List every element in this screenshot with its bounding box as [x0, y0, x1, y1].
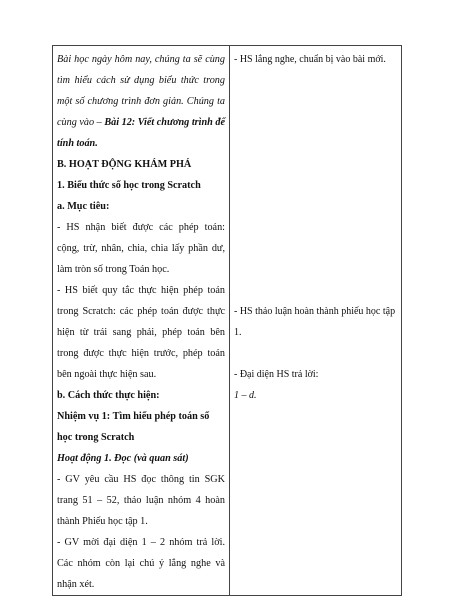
section-heading-b: B. HOẠT ĐỘNG KHÁM PHÁ [57, 159, 192, 170]
student-discuss-text: - HS thảo luận hoàn thành phiếu học tập 1. [234, 306, 396, 338]
subheading-goals: a. Mục tiêu: [57, 201, 110, 212]
student-activities-cell [230, 46, 402, 596]
student-answer-text: - Đại diện HS trả lời: [234, 369, 319, 380]
teacher-activities-cell [53, 46, 230, 596]
cell-spacer [234, 343, 397, 364]
table-row [53, 46, 402, 596]
goal-item-1: - HS nhận biết được các phép toán: cộng, trừ, nhân, chia, chia lấy phần dư, làm tròn số trong Toán học. [57, 222, 225, 275]
lesson-plan-table [52, 45, 402, 596]
subheading-1: 1. Biểu thức số học trong Scratch [57, 180, 201, 191]
cell-spacer [234, 70, 397, 301]
step-item-1: - GV yêu cầu HS đọc thông tin SGK trang 51 – 52, thảo luận nhóm 4 hoàn thành Phiếu học tập 1. [57, 474, 225, 527]
intro-text: Bài học ngày hôm nay, chúng ta sẽ cùng tìm hiểu cách sử dụng biểu thức trong một số chương trình đơn giản. Chúng ta cùng vào – [57, 54, 225, 128]
task-heading-1: Nhiệm vụ 1: Tìm hiểu phép toán số học trong Scratch [57, 411, 210, 443]
intro-paragraph [57, 49, 225, 154]
goal-item-2: - HS biết quy tắc thực hiện phép toán trong Scratch: các phép toán được thực hiện từ trái sang phải, phép toán bên trong được thực hiện trước, phép toán bên ngoài thực hiện sau. [57, 285, 225, 380]
student-listen-text: - HS lắng nghe, chuẩn bị vào bài mới. [234, 54, 386, 65]
lesson-title: Bài 12: Viết chương trình để tính toán. [57, 117, 225, 149]
subheading-method: b. Cách thức thực hiện: [57, 390, 160, 401]
activity-heading-1: Hoạt động 1. Đọc (và quan sát) [57, 453, 189, 464]
student-answer-value: 1 – d. [234, 390, 257, 401]
step-item-2: - GV mời đại diện 1 – 2 nhóm trả lời. Các nhóm còn lại chú ý lắng nghe và nhận xét. [57, 537, 225, 590]
